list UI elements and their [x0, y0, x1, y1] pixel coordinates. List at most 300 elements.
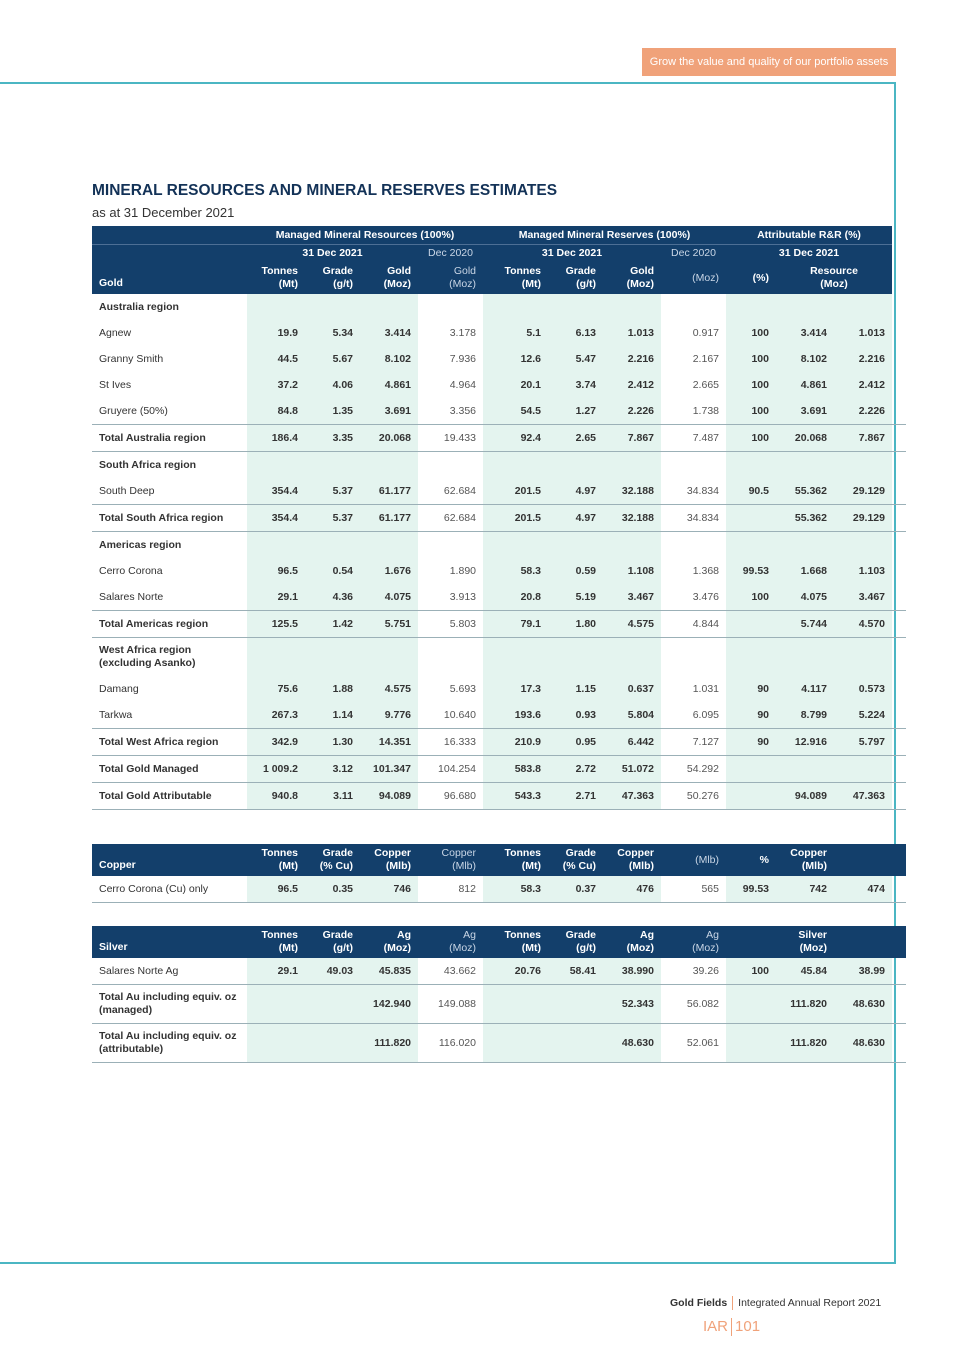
table-cell: 2.72 [548, 756, 603, 783]
table-cell: 201.5 [483, 478, 548, 505]
col-header: Ag (Moz) [661, 926, 726, 958]
col-header [834, 926, 892, 958]
table-cell [305, 452, 360, 479]
table-cell [726, 505, 776, 532]
footer-divider [731, 1318, 732, 1336]
table-cell: 99.53 [726, 558, 776, 584]
table-cell: 9.776 [360, 702, 418, 729]
table-cell: 1.890 [449, 565, 476, 577]
row-label: Australia region [99, 301, 179, 313]
table-cell: 94.089 [360, 783, 418, 810]
table-cell: 111.820 [776, 1024, 834, 1063]
table-cell: 14.351 [360, 729, 418, 756]
table-cell [726, 985, 776, 1024]
table-cell: 746 [360, 876, 418, 903]
table-row [92, 372, 906, 398]
table-cell [776, 532, 834, 559]
group-reserves: Managed Mineral Reserves (100%) [483, 226, 726, 244]
table-cell [603, 532, 661, 559]
table-cell: 4.075 [776, 584, 834, 611]
footer-company: Gold Fields [670, 1296, 728, 1309]
table-cell: 32.188 [603, 505, 661, 532]
table-cell: 49.03 [305, 958, 360, 985]
col-header: % [726, 844, 776, 876]
table-cell: 8.102 [776, 346, 834, 372]
row-label: Agnew [99, 327, 132, 339]
table-cell-pad [892, 729, 906, 756]
table-cell [603, 638, 661, 677]
table-cell: 1.35 [305, 398, 360, 425]
table-row [92, 452, 906, 479]
table-cell-pad [892, 958, 906, 985]
table-cell: 48.630 [603, 1024, 661, 1063]
row-label: Damang [99, 683, 139, 695]
col-header: Tonnes (Mt) [483, 844, 548, 876]
table-cell: 29.1 [247, 958, 305, 985]
table-cell-pad [892, 756, 906, 783]
footer-divider [732, 1296, 733, 1310]
table-cell: 5.67 [305, 346, 360, 372]
table-cell: 5.1 [483, 320, 548, 346]
table-cell [548, 532, 603, 559]
table-cell: 10.640 [443, 709, 476, 721]
table-cell: 90.5 [726, 478, 776, 505]
table-row [92, 558, 906, 584]
table-cell: 52.061 [661, 1024, 726, 1063]
page-title: MINERAL RESOURCES AND MINERAL RESERVES ESTIMATES [92, 182, 558, 199]
table-cell: 1 009.2 [247, 756, 305, 783]
table-cell: 1.013 [834, 320, 892, 346]
table-cell [548, 1024, 603, 1063]
date-resources-2020: Dec 2020 [418, 244, 483, 262]
table-cell: 3.12 [305, 756, 360, 783]
table-cell-pad [892, 611, 906, 638]
table-cell: 39.26 [692, 965, 719, 977]
footer-report: Integrated Annual Report 2021 [738, 1296, 882, 1309]
table-cell: 3.35 [305, 425, 360, 452]
table-cell: 101.347 [360, 756, 418, 783]
table-cell: 0.35 [305, 876, 360, 903]
table-cell-pad [892, 398, 906, 425]
table-cell [726, 532, 776, 559]
row-label: Cerro Corona [99, 565, 163, 577]
row-label: St Ives [99, 379, 132, 391]
table-cell: 100 [726, 346, 776, 372]
table-row [92, 478, 906, 505]
table-cell [661, 452, 726, 479]
table-cell: 47.363 [603, 783, 661, 810]
row-label: West Africa region (excluding Asanko) [99, 644, 196, 669]
frame-line-bottom [0, 1262, 896, 1264]
row-label: Total Australia region [92, 425, 247, 452]
table-cell: 12.6 [483, 346, 548, 372]
row-label: Americas region [99, 539, 182, 551]
table-label: Silver [92, 926, 247, 958]
table-cell [834, 452, 892, 479]
table-cell: 94.089 [776, 783, 834, 810]
table-cell: 4.844 [661, 611, 726, 638]
table-cell: 0.95 [548, 729, 603, 756]
table-cell: 52.343 [603, 985, 661, 1024]
table-cell [726, 783, 776, 810]
table-cell: 8.799 [776, 702, 834, 729]
table-cell [305, 1024, 360, 1063]
table-cell [305, 638, 360, 677]
table-cell: 4.117 [776, 676, 834, 702]
table-cell: 4.575 [603, 611, 661, 638]
col-header: Gold (Moz) [603, 262, 661, 294]
table-cell [548, 985, 603, 1024]
col-header: Silver (Moz) [776, 926, 834, 958]
table-cell: 0.637 [603, 676, 661, 702]
row-label: Salares Norte [99, 591, 164, 603]
table-cell: 1.80 [548, 611, 603, 638]
table-cell: 7.867 [834, 425, 892, 452]
table-cell: 92.4 [483, 425, 548, 452]
table-cell: 2.665 [692, 379, 719, 391]
table-cell: 32.188 [603, 478, 661, 505]
table-cell: 29.129 [834, 505, 892, 532]
table-cell [360, 452, 418, 479]
table-cell: 5.37 [305, 505, 360, 532]
table-cell: 100 [726, 398, 776, 425]
table-cell [661, 294, 726, 320]
table-cell: 17.3 [483, 676, 548, 702]
table-cell: 565 [661, 876, 726, 903]
silver-table-body [92, 958, 906, 1063]
table-cell: 20.068 [360, 425, 418, 452]
table-cell: 0.59 [548, 558, 603, 584]
table-cell [247, 638, 305, 677]
table-cell: 104.254 [418, 756, 483, 783]
table-cell: 20.068 [776, 425, 834, 452]
table-cell [483, 638, 548, 677]
group-resources: Managed Mineral Resources (100%) [247, 226, 483, 244]
table-cell: 61.177 [360, 478, 418, 505]
table-cell [726, 452, 776, 479]
row-label: Total Au including equiv. oz (managed) [92, 985, 247, 1024]
table-cell: 1.27 [548, 398, 603, 425]
gold-table-body [92, 294, 906, 810]
table-cell: 55.362 [776, 505, 834, 532]
col-header: Tonnes (Mt) [247, 262, 305, 294]
col-header: Copper (Mlb) [776, 844, 834, 876]
table-cell: 1.031 [692, 683, 719, 695]
table-cell: 2.216 [834, 346, 892, 372]
table-cell [776, 294, 834, 320]
table-cell: 96.680 [418, 783, 483, 810]
table-cell: 100 [726, 320, 776, 346]
col-header: Grade (g/t) [305, 262, 360, 294]
table-cell: 5.47 [548, 346, 603, 372]
table-cell: 38.99 [834, 958, 892, 985]
col-header: Gold (Moz) [418, 262, 483, 294]
col-header: Ag (Moz) [360, 926, 418, 958]
col-header: Grade (g/t) [548, 926, 603, 958]
col-header: Tonnes (Mt) [247, 844, 305, 876]
table-cell: 0.573 [834, 676, 892, 702]
date-reserves-2020: Dec 2020 [661, 244, 726, 262]
footer-brand [670, 1296, 881, 1310]
table-cell: 476 [603, 876, 661, 903]
table-cell: 3.467 [834, 584, 892, 611]
table-cell-pad [892, 346, 906, 372]
table-cell: 48.630 [834, 1024, 892, 1063]
col-header: Gold (Moz) [360, 262, 418, 294]
table-cell: 186.4 [247, 425, 305, 452]
table-row [92, 756, 906, 783]
table-cell: 5.224 [834, 702, 892, 729]
table-cell: 742 [776, 876, 834, 903]
header-blank [92, 244, 247, 262]
table-cell: 940.8 [247, 783, 305, 810]
table-cell: 100 [726, 958, 776, 985]
table-cell: 90 [726, 729, 776, 756]
table-cell: 7.867 [603, 425, 661, 452]
table-cell [418, 638, 483, 677]
table-cell: 5.744 [776, 611, 834, 638]
table-cell: 3.691 [776, 398, 834, 425]
table-cell: 4.570 [834, 611, 892, 638]
table-cell [548, 638, 603, 677]
table-label: Copper [92, 844, 247, 876]
table-cell-pad [892, 876, 906, 903]
table-cell: 8.102 [360, 346, 418, 372]
table-cell [247, 294, 305, 320]
table-cell: 58.3 [483, 876, 548, 903]
table-cell: 142.940 [360, 985, 418, 1024]
table-cell: 0.37 [548, 876, 603, 903]
col-header: Grade (% Cu) [548, 844, 603, 876]
table-cell: 16.333 [418, 729, 483, 756]
table-cell: 62.684 [443, 485, 476, 497]
table-cell: 474 [834, 876, 892, 903]
table-cell: 100 [726, 372, 776, 398]
table-cell [360, 532, 418, 559]
table-cell: 2.71 [548, 783, 603, 810]
table-cell: 2.412 [603, 372, 661, 398]
table-cell: 1.013 [603, 320, 661, 346]
table-cell: 100 [726, 425, 776, 452]
table-row [92, 729, 906, 756]
table-cell [726, 1024, 776, 1063]
table-cell: 3.178 [449, 327, 476, 339]
table-cell: 7.127 [661, 729, 726, 756]
table-cell: 12.916 [776, 729, 834, 756]
col-header: Ag (Moz) [418, 926, 483, 958]
table-cell-pad [892, 505, 906, 532]
table-cell: 56.082 [661, 985, 726, 1024]
table-cell [247, 1024, 305, 1063]
table-cell: 342.9 [247, 729, 305, 756]
table-cell-pad [892, 783, 906, 810]
table-cell [776, 638, 834, 677]
table-cell: 125.5 [247, 611, 305, 638]
table-cell: 3.356 [449, 405, 476, 417]
col-header-pad [892, 844, 906, 876]
row-label: Total Gold Managed [92, 756, 247, 783]
table-cell [483, 452, 548, 479]
table-cell: 50.276 [661, 783, 726, 810]
table-cell [603, 294, 661, 320]
table-cell-pad [892, 425, 906, 452]
table-cell: 96.5 [247, 876, 305, 903]
table-cell: 4.36 [305, 584, 360, 611]
table-cell: 75.6 [247, 676, 305, 702]
table-row [92, 783, 906, 810]
table-cell: 210.9 [483, 729, 548, 756]
row-label: Cerro Corona (Cu) only [92, 876, 247, 903]
table-cell: 61.177 [360, 505, 418, 532]
table-cell: 4.964 [449, 379, 476, 391]
section-tab: Grow the value and quality of our portfolio assets [642, 48, 896, 76]
table-cell: 51.072 [603, 756, 661, 783]
table-cell: 79.1 [483, 611, 548, 638]
table-cell: 3.476 [692, 591, 719, 603]
table-cell: 111.820 [776, 985, 834, 1024]
row-label: Total South Africa region [92, 505, 247, 532]
col-header: Copper (Mlb) [360, 844, 418, 876]
table-cell: 5.803 [418, 611, 483, 638]
table-row [92, 985, 906, 1024]
table-cell: 45.84 [776, 958, 834, 985]
col-header: Resource (Moz) [776, 262, 892, 294]
table-cell: 47.363 [834, 783, 892, 810]
table-cell [726, 756, 776, 783]
copper-table [92, 844, 906, 903]
row-label: Gruyere (50%) [99, 405, 168, 417]
table-cell: 29.1 [247, 584, 305, 611]
row-label: South Deep [99, 485, 155, 497]
table-cell: 54.5 [483, 398, 548, 425]
table-cell: 19.9 [247, 320, 305, 346]
col-header: (Mlb) [661, 844, 726, 876]
table-cell: 1.676 [360, 558, 418, 584]
col-header: (%) [726, 262, 776, 294]
copper-table-body [92, 876, 906, 903]
table-cell: 44.5 [247, 346, 305, 372]
col-header: Ag (Moz) [603, 926, 661, 958]
table-cell [834, 294, 892, 320]
table-cell [726, 611, 776, 638]
table-row [92, 320, 906, 346]
table-row [92, 425, 906, 452]
table-row [92, 676, 906, 702]
row-label: South Africa region [99, 459, 197, 471]
table-cell [483, 532, 548, 559]
table-cell: 3.11 [305, 783, 360, 810]
table-cell: 812 [418, 876, 483, 903]
table-cell-pad [892, 452, 906, 479]
table-cell: 96.5 [247, 558, 305, 584]
table-cell: 90 [726, 702, 776, 729]
table-row [92, 638, 906, 677]
table-cell: 37.2 [247, 372, 305, 398]
table-cell: 5.34 [305, 320, 360, 346]
table-cell: 29.129 [834, 478, 892, 505]
table-cell: 267.3 [247, 702, 305, 729]
table-cell: 6.13 [548, 320, 603, 346]
table-cell: 6.442 [603, 729, 661, 756]
table-cell: 2.65 [548, 425, 603, 452]
table-cell [418, 294, 483, 320]
table-row [92, 532, 906, 559]
table-cell: 1.30 [305, 729, 360, 756]
table-row [92, 584, 906, 611]
date-resources-2021: 31 Dec 2021 [247, 244, 418, 262]
table-cell: 4.075 [360, 584, 418, 611]
table-cell: 62.684 [418, 505, 483, 532]
col-header: Copper (Mlb) [418, 844, 483, 876]
table-cell: 55.362 [776, 478, 834, 505]
table-cell [360, 638, 418, 677]
col-header: Grade (g/t) [305, 926, 360, 958]
table-cell [305, 985, 360, 1024]
table-cell: 3.691 [360, 398, 418, 425]
page-subtitle: as at 31 December 2021 [92, 205, 235, 220]
table-cell: 583.8 [483, 756, 548, 783]
table-cell [834, 532, 892, 559]
table-cell [548, 294, 603, 320]
table-cell [661, 532, 726, 559]
table-cell [776, 452, 834, 479]
table-cell: 20.1 [483, 372, 548, 398]
table-cell [834, 756, 892, 783]
table-cell: 116.020 [418, 1024, 483, 1063]
silver-table [92, 926, 906, 1063]
footer-page: 101 [735, 1318, 761, 1335]
row-label: Salares Norte Ag [99, 965, 179, 977]
table-cell: 543.3 [483, 783, 548, 810]
date-reserves-2021: 31 Dec 2021 [483, 244, 661, 262]
table-cell: 0.93 [548, 702, 603, 729]
table-cell: 193.6 [483, 702, 548, 729]
table-cell-pad [892, 702, 906, 729]
table-cell [834, 638, 892, 677]
table-cell-pad [892, 584, 906, 611]
table-cell: 2.216 [603, 346, 661, 372]
table-cell-pad [892, 478, 906, 505]
table-cell: 2.167 [692, 353, 719, 365]
table-cell: 1.88 [305, 676, 360, 702]
table-row [92, 611, 906, 638]
table-cell: 4.06 [305, 372, 360, 398]
table-cell-pad [892, 1024, 906, 1063]
table-cell: 201.5 [483, 505, 548, 532]
table-cell: 7.487 [661, 425, 726, 452]
table-cell: 3.414 [360, 320, 418, 346]
table-cell-pad [892, 294, 906, 320]
col-header [726, 926, 776, 958]
table-cell: 38.990 [603, 958, 661, 985]
table-cell: 5.19 [548, 584, 603, 611]
header-blank [92, 226, 247, 244]
table-cell: 58.3 [483, 558, 548, 584]
table-cell: 1.108 [603, 558, 661, 584]
col-header: Tonnes (Mt) [483, 262, 548, 294]
table-cell [247, 532, 305, 559]
group-attributable: Attributable R&R (%) [726, 226, 892, 244]
table-row [92, 346, 906, 372]
table-cell: 45.835 [360, 958, 418, 985]
table-cell: 4.575 [360, 676, 418, 702]
row-label: Tarkwa [99, 709, 133, 721]
table-cell-pad [892, 372, 906, 398]
table-row [92, 398, 906, 425]
table-cell [776, 756, 834, 783]
table-label: Gold [92, 262, 247, 294]
table-cell: 34.834 [661, 505, 726, 532]
